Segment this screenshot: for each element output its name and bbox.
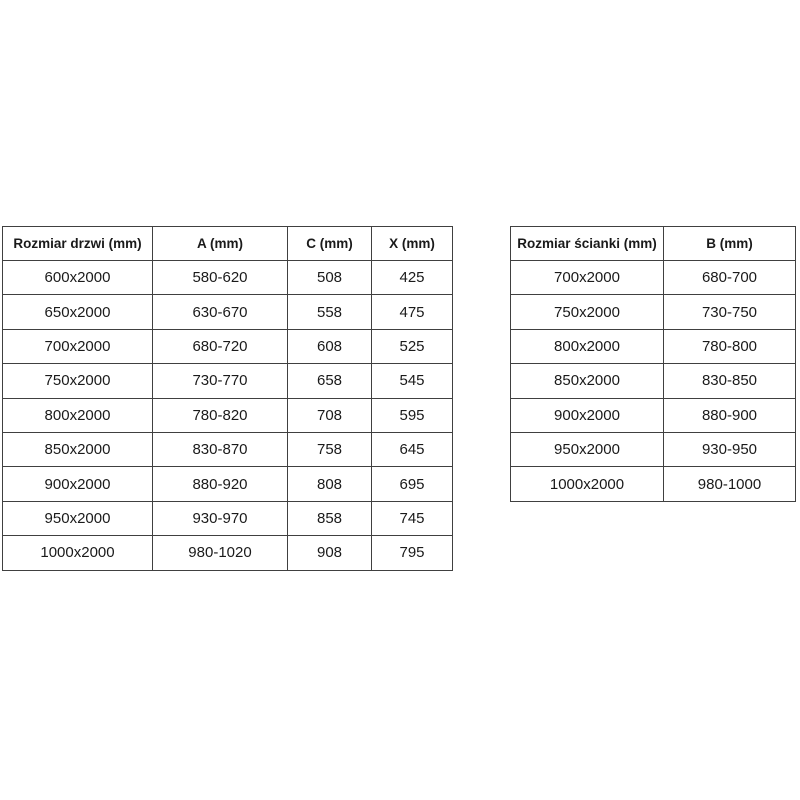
table-cell: 758 (288, 432, 372, 466)
table-cell: 780-820 (153, 398, 288, 432)
table-row (3, 295, 453, 329)
table-cell: 475 (372, 295, 453, 329)
table-cell: 900x2000 (511, 398, 664, 432)
table-row (3, 432, 453, 466)
table-cell: 830-870 (153, 432, 288, 466)
table-cell: 880-920 (153, 467, 288, 501)
table-cell: 750x2000 (3, 364, 153, 398)
table-row (3, 536, 453, 570)
dimension-c-column-header: C (mm) (288, 227, 372, 261)
table-cell: 608 (288, 329, 372, 363)
table-cell: 595 (372, 398, 453, 432)
door-table-body (3, 261, 453, 571)
table-cell: 880-900 (664, 398, 796, 432)
table-cell: 508 (288, 261, 372, 295)
table-header-row (3, 227, 453, 261)
table-cell: 830-850 (664, 364, 796, 398)
wall-table-header (511, 227, 796, 261)
table-cell: 658 (288, 364, 372, 398)
table-cell: 700x2000 (3, 329, 153, 363)
wall-dimensions-table (510, 226, 796, 502)
table-row (511, 432, 796, 466)
table-row (3, 261, 453, 295)
table-cell: 1000x2000 (3, 536, 153, 570)
table-row (511, 364, 796, 398)
dimension-a-column-header: A (mm) (153, 227, 288, 261)
door-table-header (3, 227, 453, 261)
table-cell: 750x2000 (511, 295, 664, 329)
table-cell: 850x2000 (3, 432, 153, 466)
table-row (511, 295, 796, 329)
table-cell: 745 (372, 501, 453, 535)
table-cell: 980-1020 (153, 536, 288, 570)
table-cell: 980-1000 (664, 467, 796, 501)
table-row (511, 329, 796, 363)
table-cell: 858 (288, 501, 372, 535)
table-cell: 695 (372, 467, 453, 501)
table-cell: 930-970 (153, 501, 288, 535)
table-cell: 780-800 (664, 329, 796, 363)
table-cell: 700x2000 (511, 261, 664, 295)
wall-table-body (511, 261, 796, 502)
table-row (3, 398, 453, 432)
table-row (3, 467, 453, 501)
dimension-b-column-header: B (mm) (664, 227, 796, 261)
table-cell: 630-670 (153, 295, 288, 329)
table-header-row (511, 227, 796, 261)
table-cell: 950x2000 (511, 432, 664, 466)
table-cell: 800x2000 (3, 398, 153, 432)
wall-size-column-header: Rozmiar ścianki (mm) (511, 227, 664, 261)
table-cell: 525 (372, 329, 453, 363)
table-cell: 850x2000 (511, 364, 664, 398)
table-cell: 900x2000 (3, 467, 153, 501)
dimension-x-column-header: X (mm) (372, 227, 453, 261)
table-cell: 600x2000 (3, 261, 153, 295)
table-cell: 645 (372, 432, 453, 466)
table-cell: 950x2000 (3, 501, 153, 535)
table-cell: 650x2000 (3, 295, 153, 329)
table-row (3, 501, 453, 535)
table-cell: 730-770 (153, 364, 288, 398)
table-row (3, 364, 453, 398)
door-dimensions-table (2, 226, 453, 571)
table-cell: 930-950 (664, 432, 796, 466)
table-cell: 680-700 (664, 261, 796, 295)
table-cell: 425 (372, 261, 453, 295)
door-size-column-header: Rozmiar drzwi (mm) (3, 227, 153, 261)
table-cell: 580-620 (153, 261, 288, 295)
table-cell: 558 (288, 295, 372, 329)
table-row (511, 261, 796, 295)
table-cell: 1000x2000 (511, 467, 664, 501)
table-row (3, 329, 453, 363)
table-row (511, 398, 796, 432)
table-cell: 730-750 (664, 295, 796, 329)
table-cell: 680-720 (153, 329, 288, 363)
table-cell: 708 (288, 398, 372, 432)
table-cell: 795 (372, 536, 453, 570)
table-cell: 545 (372, 364, 453, 398)
table-cell: 800x2000 (511, 329, 664, 363)
table-cell: 908 (288, 536, 372, 570)
table-row (511, 467, 796, 501)
table-cell: 808 (288, 467, 372, 501)
